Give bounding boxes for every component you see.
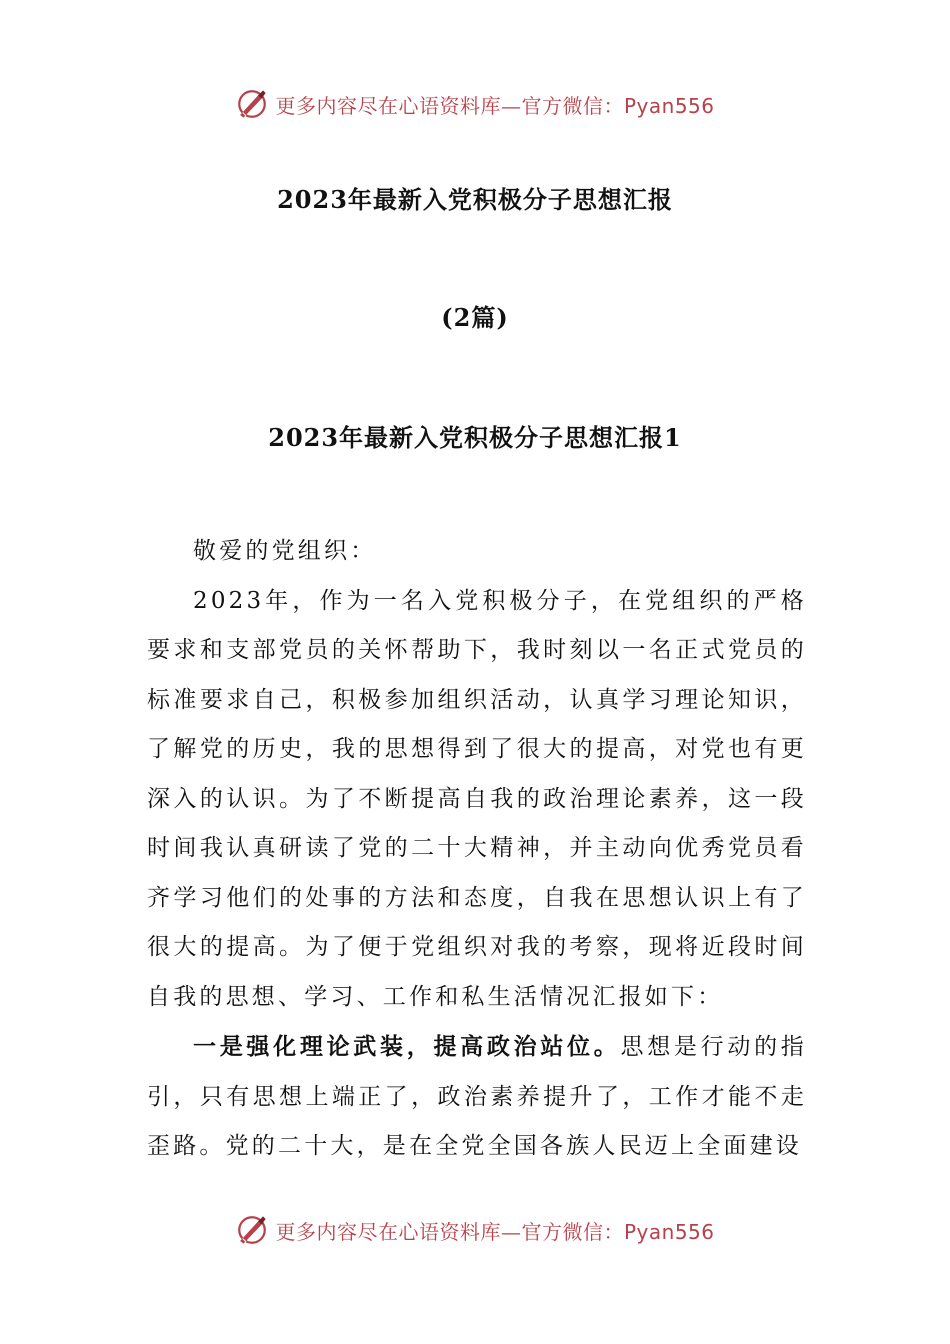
paragraph-point-one-body: 思想是行动的指引，只有思想上端正了，政治素养提升了，工作才能不走歪路。党的二十大，是在全党全国各族人民迈上全面建设 — [147, 1034, 807, 1159]
section-title: 2023年最新入党积极分子思想汇报1 — [268, 423, 682, 452]
paragraph-point-one — [147, 1022, 807, 1172]
watermark-text: 更多内容尽在心语资料库—官方微信：Pyan556 — [275, 1219, 715, 1244]
pen-logo-icon — [235, 87, 269, 121]
document-count: (2篇) — [441, 303, 509, 332]
watermark-footer — [0, 1212, 950, 1248]
watermark-wechat-id: Pyan556 — [623, 1219, 715, 1244]
watermark-header — [0, 86, 950, 122]
paragraph-point-one-heading: 一是强化理论武装，提高政治站位。 — [193, 1033, 621, 1060]
document-body — [147, 527, 807, 1172]
salutation: 敬爱的党组织： — [193, 538, 377, 564]
watermark-wechat-id: Pyan556 — [623, 93, 715, 118]
document-title: 2023年最新入党积极分子思想汇报 — [277, 185, 673, 214]
pen-logo-icon — [235, 1213, 269, 1247]
paragraph-intro: 2023年，作为一名入党积极分子，在党组织的严格要求和支部党员的关怀帮助下，我时刻以一名正式党员的标准要求自己，积极参加组织活动，认真学习理论知识，了解党的历史，我的思想得到了很大的提高，对党也有更深入的认识。为了不断提高自我的政治理论素养，这一段时间我认真研读了党的二十大精神，并主动向优秀党员看齐学习他们的处事的方法和态度，自我在思想认识上有了很大的提高。为了便于党组织对我的考察，现将近段时间自我的思想、学习、工作和私生活情况汇报如下： — [147, 587, 807, 1010]
watermark-text: 更多内容尽在心语资料库—官方微信：Pyan556 — [275, 93, 715, 118]
